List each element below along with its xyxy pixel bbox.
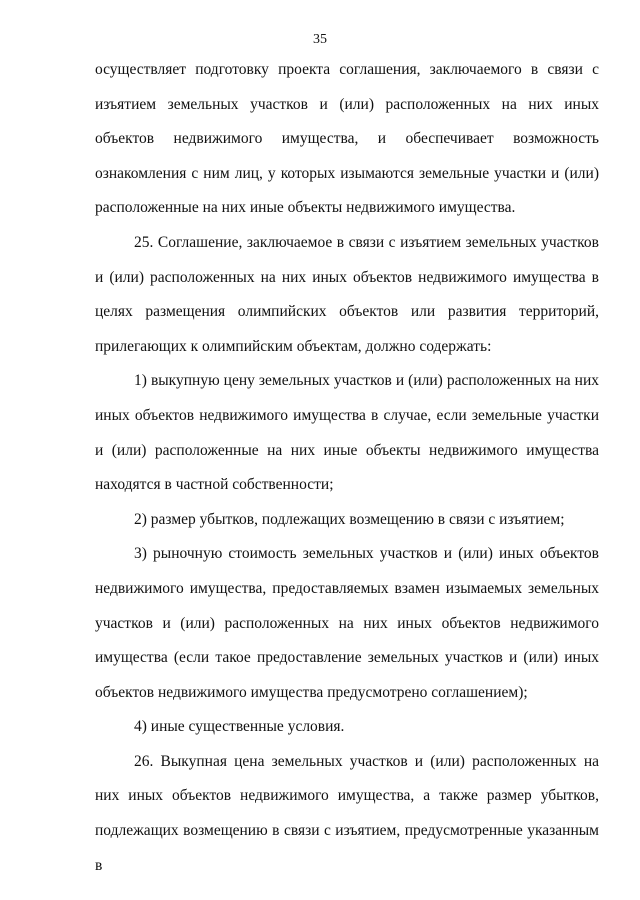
- paragraph-26: 26. Выкупная цена земельных участков и (или) расположенных на них иных объектов недвижимого имущества, а также размер убытков, подлежащих возмещению в связи с изъятием, предусмотренные указанным в: [95, 752, 599, 874]
- paragraph-1: осуществляет подготовку проекта соглашения, заключаемого в связи с изъятием земельных участков и (или) расположенных на них иных объектов недвижимого имущества, и обеспечивает возможность ознакомления с ним лиц, у которых изымаются земельные участки и (или) расположенные на них иные объекты недвижимого имущества.: [95, 61, 599, 217]
- body-text: [95, 53, 599, 883]
- list-item-3: 3) рыночную стоимость земельных участков и (или) иных объектов недвижимого имущества, предоставляемых взамен изымаемых земельных участков и (или) расположенных на них иных объектов недвижимого имущества (если такое предоставление земельных участков и (или) иных объектов недвижимого имущества предусмотрено соглашением);: [95, 545, 599, 701]
- list-item-2: 2) размер убытков, подлежащих возмещению в связи с изъятием;: [134, 510, 565, 528]
- list-item-4: 4) иные существенные условия.: [134, 718, 345, 736]
- list-item-1: 1) выкупную цену земельных участков и (или) расположенных на них иных объектов недвижимого имущества в случае, если земельные участки и (или) расположенные на них иные объекты недвижимого имущества находятся в частной собственности;: [95, 372, 599, 494]
- paragraph-25: 25. Соглашение, заключаемое в связи с изъятием земельных участков и (или) расположенных на них иных объектов недвижимого имущества в целях размещения олимпийских объектов или развития территорий, прилегающих к олимпийским объектам, должно содержать:: [95, 233, 599, 355]
- page-number: 35: [313, 32, 327, 47]
